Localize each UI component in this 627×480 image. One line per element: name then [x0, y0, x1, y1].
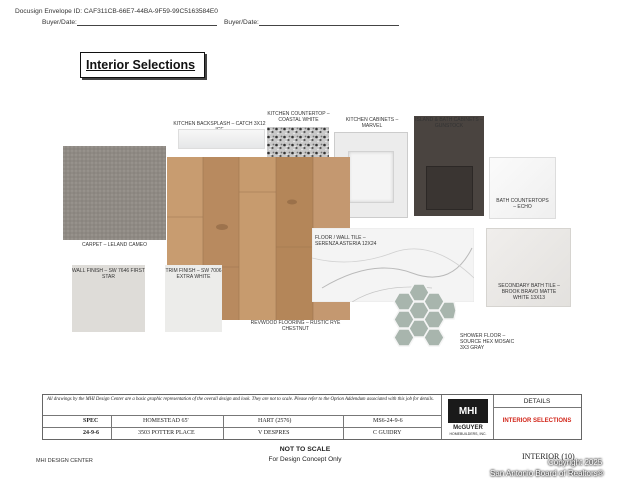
job-label: 24-9-6: [83, 430, 99, 436]
buyer-date-label-1: Buyer/Date:: [42, 19, 77, 26]
buyer-date-label-2: Buyer/Date:: [224, 19, 259, 26]
mhi-logo: [448, 399, 488, 423]
docusign-envelope-id: Docusign Envelope ID: CAF311CB-66E7-44BA-9F59-99C5163584E0: [15, 8, 218, 15]
label-trim-finish: TRIM FINISH – SW 7006 EXTRA WHITE: [165, 268, 222, 280]
label-kitchen-backsplash: KITCHEN BACKSPLASH – CATCH 3X12: [173, 121, 266, 127]
label-shower-floor: SHOWER FLOOR – SOURCE HEX MOSAIC 3X3 GRAY: [460, 333, 515, 351]
designer: V DESPRES: [258, 430, 290, 436]
design-center-label: MHI DESIGN CENTER: [36, 458, 93, 464]
buyer-date-field-1: [42, 18, 217, 26]
label-kitchen-cabinets: KITCHEN CABINETS – MARVEL: [345, 117, 399, 129]
title-block: [42, 394, 582, 440]
swatch-carpet: [63, 146, 166, 240]
details-label: DETAILS: [523, 398, 551, 405]
board-watermark: San Antonio Board of Realtors®: [490, 469, 604, 478]
disclaimer: All drawings by the MHI Design Center are a basic graphic representation of the overall design and look. They are not to scale. Please refer to the Option Addendum associated with this job for details.: [47, 397, 434, 402]
spec-hart: HART (2576): [258, 418, 292, 424]
spec-label: SPEC: [83, 418, 99, 424]
buyer-date-line-2: [259, 18, 399, 26]
label-wall-finish: WALL FINISH – SW 7646 FIRST STAR: [72, 268, 145, 280]
label-revwood-flooring: REVWOOD FLOORING – RUSTIC RYE CHESTNUT: [250, 320, 341, 332]
copyright-watermark: Copyright 2025: [548, 458, 603, 467]
buyer-name: C GUIDRY: [373, 430, 402, 436]
label-island-bath-cabinets: ISLAND & BATH CABINETS – GUNSTOCK: [415, 117, 483, 129]
swatch-kitchen-backsplash: [178, 129, 265, 149]
details-value: INTERIOR SELECTIONS: [502, 418, 572, 424]
page-label: INTERIOR (10): [522, 452, 575, 461]
label-secondary-bath-tile: SECONDARY BATH TILE – BROOK BRAVO MATTE WHITE 13X13: [498, 283, 560, 301]
page-title: Interior Selections: [86, 58, 196, 72]
spec-plan: HOMESTEAD 65': [143, 418, 189, 424]
logo-mcguyer-text: McGUYER: [453, 425, 483, 431]
swatch-shower-floor: [392, 283, 456, 351]
label-carpet: CARPET – LELAND CAMEO: [82, 242, 147, 248]
not-to-scale: NOT TO SCALE: [279, 446, 331, 453]
spec-ms: MS6-24-9-6: [373, 418, 403, 424]
for-design-concept: For Design Concept Only: [268, 456, 342, 463]
label-kitchen-countertop: KITCHEN COUNTERTOP – COASTAL WHITE: [267, 111, 330, 123]
logo-sub-text: HOMEBUILDERS, INC.: [449, 432, 487, 436]
buyer-date-field-2: [224, 18, 399, 26]
logo-mhi-text: MHI: [458, 406, 478, 417]
swatch-island-bath-cabinets: [414, 116, 484, 216]
buyer-date-line-1: [77, 18, 217, 26]
label-floor-wall-tile: FLOOR / WALL TILE – SERENZA ASTERIA 12X24: [315, 235, 377, 247]
label-bath-countertops: BATH COUNTERTOPS – ECHO: [496, 198, 549, 210]
address: 3503 POTTER PLACE: [138, 430, 195, 436]
